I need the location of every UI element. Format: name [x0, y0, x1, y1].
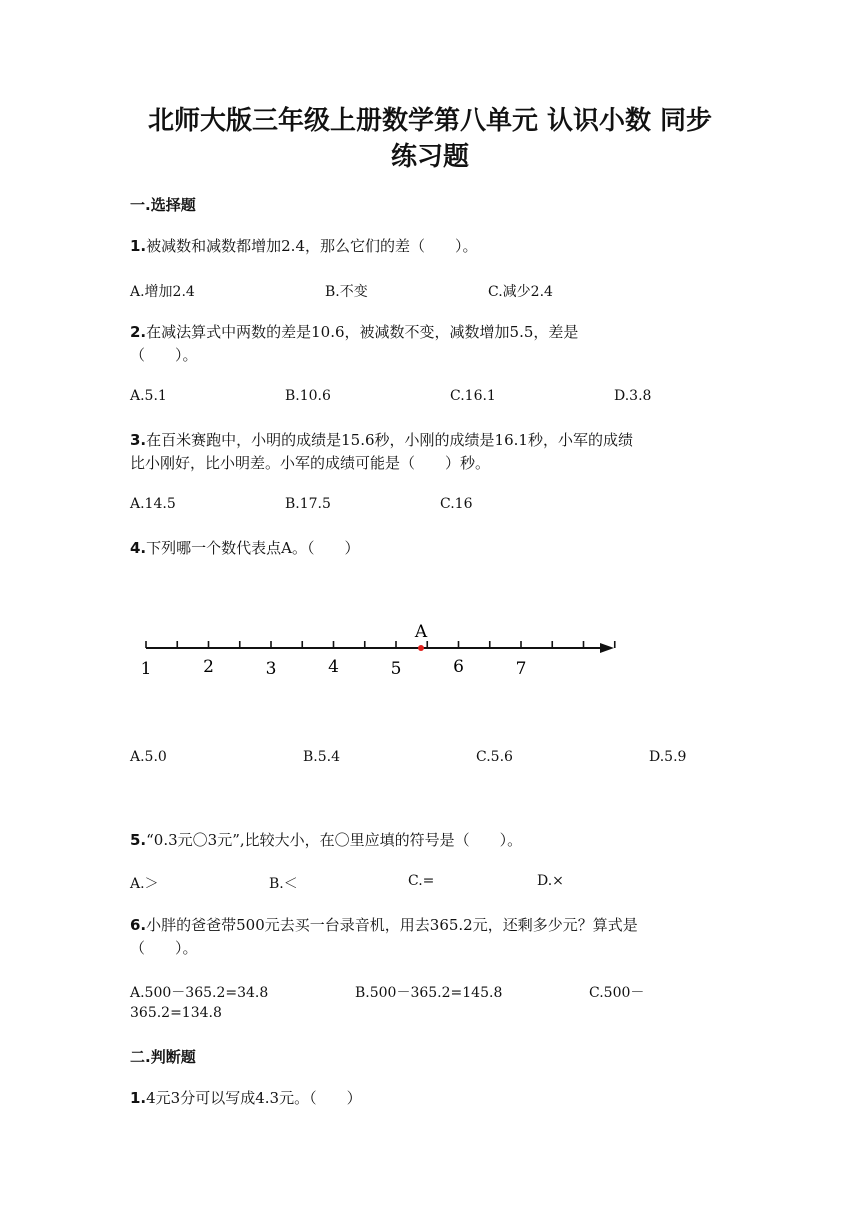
arrow-right-icon — [600, 643, 614, 653]
question-number: 2. — [130, 323, 147, 341]
option-c-continued: 365.2=134.8 — [130, 1005, 222, 1021]
question-3-line2: 比小刚好，比小明差。小军的成绩可能是（ ）秒。 — [130, 454, 491, 472]
option-a: A.5.0 — [130, 749, 167, 765]
option-a: A.＞ — [130, 876, 159, 892]
option-b: B.500－365.2=145.8 — [355, 985, 503, 1001]
option-c: C.减少2.4 — [488, 284, 553, 300]
question-6 — [130, 913, 638, 937]
option-c: C.500－ — [589, 985, 645, 1001]
question-number: 5. — [130, 831, 147, 849]
question-2 — [130, 320, 578, 344]
option-b: B.5.4 — [303, 749, 341, 765]
option-d: D.× — [537, 873, 564, 889]
question-number: 6. — [130, 916, 147, 934]
point-a-label: A — [414, 622, 428, 642]
question-text: 4元3分可以写成4.3元。（ ） — [146, 1089, 362, 1107]
point-a-marker — [418, 645, 424, 651]
question-text: 被减数和减数都增加2.4，那么它们的差（ ）。 — [146, 237, 478, 255]
option-b: B.17.5 — [285, 496, 331, 512]
page-title-line2: 练习题 — [390, 142, 469, 172]
question-text: 下列哪一个数代表点A。（ ） — [146, 539, 360, 557]
question-text: 小胖的爸爸带500元去买一台录音机，用去365.2元，还剩多少元？算式是 — [146, 916, 638, 934]
option-b: B.10.6 — [285, 388, 331, 404]
judgement-question-1 — [130, 1086, 362, 1110]
tick-label: 1 — [140, 659, 152, 679]
option-b: B.＜ — [269, 876, 298, 892]
tick-label: 6 — [453, 657, 464, 677]
question-text: 在百米赛跑中，小明的成绩是15.6秒，小刚的成绩是16.1秒，小军的成绩 — [146, 431, 633, 449]
tick-label: 3 — [265, 659, 277, 679]
option-a: A.500－365.2=34.8 — [130, 985, 269, 1001]
tick-label: 2 — [203, 657, 214, 677]
question-text: 在减法算式中两数的差是10.6，被减数不变，减数增加5.5，差是 — [146, 323, 579, 341]
option-c: C.16 — [440, 496, 473, 512]
question-3 — [130, 428, 633, 452]
question-6-line2: （ ）。 — [130, 939, 198, 957]
option-d: D.5.9 — [649, 749, 687, 765]
option-a: A.增加2.4 — [130, 284, 195, 300]
question-number: 3. — [130, 431, 147, 449]
option-c: C.16.1 — [450, 388, 496, 404]
question-number: 1. — [130, 237, 147, 255]
option-c: C.= — [408, 873, 435, 889]
option-a: A.14.5 — [130, 496, 176, 512]
tick-label: 7 — [515, 659, 527, 679]
question-5 — [130, 828, 522, 852]
question-4 — [130, 536, 359, 560]
option-d: D.3.8 — [614, 388, 652, 404]
question-text: “0.3元〇3元”,比较大小，在〇里应填的符号是（ ）。 — [146, 831, 523, 849]
option-c: C.5.6 — [476, 749, 513, 765]
number-line-figure — [130, 612, 630, 692]
question-number: 1. — [130, 1089, 147, 1107]
page-title-line1: 北师大版三年级上册数学第八单元 认识小数 同步 — [147, 106, 713, 136]
option-b: B.不变 — [325, 284, 368, 300]
tick-label: 5 — [390, 659, 402, 679]
section-heading-judgement: 二.判断题 — [130, 1048, 196, 1066]
section-heading-choice: 一.选择题 — [130, 196, 196, 214]
question-number: 4. — [130, 539, 147, 557]
option-a: A.5.1 — [130, 388, 167, 404]
question-1 — [130, 234, 478, 258]
tick-label: 4 — [328, 657, 339, 677]
question-2-line2: （ ）。 — [130, 346, 198, 364]
